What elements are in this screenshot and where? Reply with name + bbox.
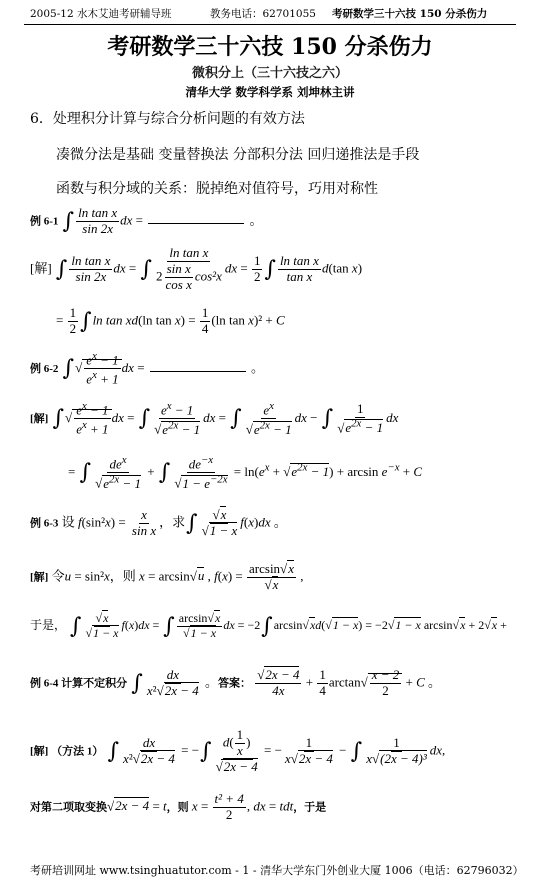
method-line-1: 凑微分法是基础 变量替换法 分部积分法 回归递推法是手段 <box>56 147 420 163</box>
text-she: 设 <box>61 514 75 530</box>
solution-6-2-line-1: [解] ∫√ $\frac{e^x - 1}{e^x + 1}$ dx = ∫ $\frac{e^x - 1}{√e^{2x} - 1}$ dx = ∫ $\frac{e^x}{√e^{2x} - 1}$ dx − ∫ $\frac{1}{√e^{2x} - 1}$ dx <box>30 400 399 437</box>
text-ze: ，则 <box>109 568 136 584</box>
header-phone: 教务电话：62701055 <box>210 8 316 20</box>
solution-6-4-line-2: 对第二项取变换√2x − 4 = t，则 x = $\frac{\text{t² + 4}}{2}$ , dx = tdt，于是 <box>30 791 327 822</box>
example-label: 例 6-2 <box>30 362 59 375</box>
header-left: 2005-12 水木艾迪考研辅导班 <box>30 8 172 20</box>
answer-blank <box>150 371 246 372</box>
solution-6-1-line-2: = $\frac{1}{2}$ ∫ln tan xd(ln tan x) = $\frac{1}{4}$ (ln tan x)² + C <box>56 305 285 336</box>
method-line-2: 函数与积分域的关系：脱掉绝对值符号，巧用对称性 <box>56 181 378 197</box>
footer: 考研培训网址 www.tsinghuatutor.com - 1 - 清华大学东门外创业大厦 1006（电话：62796032） <box>30 864 524 877</box>
text-ling: 令 <box>51 568 65 584</box>
page-subtitle: 微积分上（三十六技之六） <box>191 66 348 81</box>
solution-6-3-line-2: 于是， ∫ $\frac{√x}{√1 - x}$ f(x)dx = ∫ $\frac{\arcsin√x}{√1 - x}$ dx = −2∫arcsin√xd(√1 − x) = −2√1 − x arcsin√x + 2√x + <box>30 611 507 640</box>
solution-6-1-line-1: [解] ∫ $\frac{\text{ln tan x}}{\sin 2x}$ dx = ∫ ln tan x 2 $\frac{\text{sin x}}{\text{cos x}}$ cos²x dx = $\frac{1}{2}$ ∫ $\frac{\text{ln tan x}}{\text{tan x}}$ d(tan x) <box>30 245 363 292</box>
solution-label: [解] <box>30 260 52 276</box>
solution-6-4-line-1: [解] （方法 1） ∫ $\frac{dx}{\text{x²√2x − 4}}$ = −∫ d( $\frac{1}{x}$ ) √2x − 4 = − $\frac{1}{x√2x - 4}$ − ∫ $\frac{1}{\text{x√(2x − 4)³}}$ dx, <box>30 727 446 774</box>
text-yushi: 于是， <box>30 618 67 633</box>
author-line: 清华大学 数学科学系 刘坤林主讲 <box>185 85 355 99</box>
text-second: 对第二项取变换 <box>30 801 107 814</box>
example-6-2: 例 6-2 ∫√ $\frac{e^x - 1}{e^x + 1}$ dx = 。 <box>30 350 265 387</box>
text-yushi2: ，于是 <box>293 801 327 814</box>
solution-label: [解] <box>30 412 49 425</box>
header-rule <box>24 24 516 25</box>
solution-6-2-line-2: = ∫ $\frac{de^x}{√e^{2x} - 1}$ + ∫ $\frac{de^{-x}}{√1 - e^{-2x}}$ = $\ln(e^x + √e^{2x} - 1) + \arcsin e^{-x} + C$ <box>68 454 423 491</box>
text-qiu: ，求 <box>159 514 186 530</box>
solution-label: [解] <box>30 571 49 584</box>
text-ze2: ，则 <box>166 801 189 814</box>
example-6-3: 例 6-3 设 f(sin²x) = $\frac{x}{\text{sin x}}$ ，求∫ $\frac{√x}{√1 - x}$ f(x)dx 。 <box>30 507 287 538</box>
header-right: 考研数学三十六技 150 分杀伤力 <box>332 8 488 20</box>
section-heading: 6．处理积分计算与综合分析问题的有效方法 <box>30 111 305 127</box>
example-6-4: 例 6-4 计算不定积分 ∫ $\frac{dx}{\text{x²√2x − 4}}$ 。答案： $\frac{√2x - 4}{4x}$ + $\frac{1}{4}$ arctan√ $\frac{x - 2}{2}$ + C 。 <box>30 667 442 698</box>
example-label: 例 6-1 <box>30 215 59 228</box>
solution-6-3-line-1: [解] 令u = sin²x，则 x = arcsin√u , f(x) = $\frac{\arcsin√x}{√x}$ , <box>30 561 304 592</box>
answer-blank <box>148 223 244 224</box>
example-label: 例 6-4 计算不定积分 <box>30 677 128 690</box>
example-6-1: 例 6-1 ∫ $\frac{\text{ln tan x}}{\sin 2x}$ dx = 。 <box>30 205 263 236</box>
page-title: 考研数学三十六技 150 分杀伤力 <box>107 34 433 60</box>
solution-label: [解] （方法 1） <box>30 745 104 758</box>
example-label: 例 6-3 <box>30 517 59 530</box>
answer-label: 答案： <box>218 677 252 690</box>
